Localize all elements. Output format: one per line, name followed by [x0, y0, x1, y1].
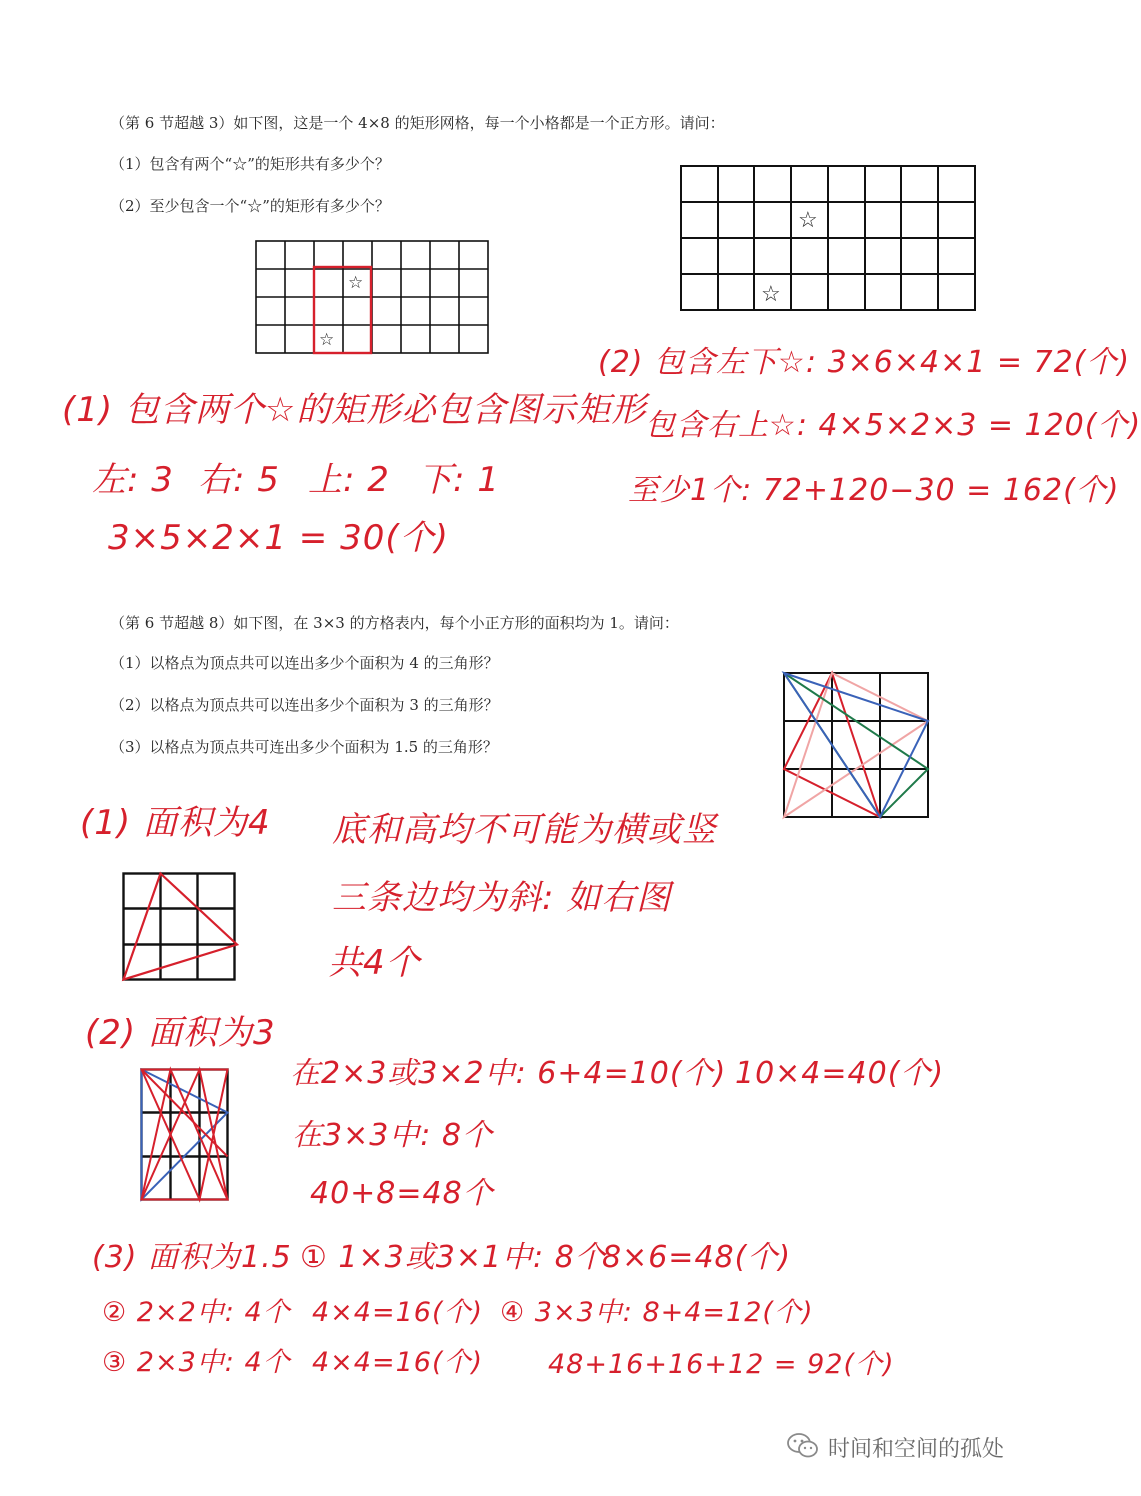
- answer2-line1: (2) 包含左下☆: 3×6×4×1 = 72(个): [598, 345, 1131, 380]
- answer3-a2-line3: 40+8=48个: [310, 1176, 494, 1211]
- problem2-question-3: （3）以格点为顶点共可连出多少个面积为 1.5 的三角形？: [110, 738, 498, 756]
- answer1-calc: 3×5×2×1 = 30(个): [108, 518, 449, 558]
- grid-3x3-colored-triangles: [783, 672, 931, 820]
- big-grid-4x8: [680, 165, 978, 313]
- answer3-a2-line2: 在3×3中: 8个: [292, 1118, 494, 1153]
- problem2-question-2: （2）以格点为顶点共可以连出多少个面积为 3 的三角形？: [110, 696, 499, 714]
- answer3-case1: ① 1×3或3×1中: 8个: [300, 1240, 606, 1275]
- answer3-note3: 共4个: [328, 943, 421, 983]
- answer3-a2-line1: 在2×3或3×2中: 6+4=10(个): [290, 1056, 727, 1091]
- watermark-text: 时间和空间的孤处: [828, 1437, 1005, 1462]
- star-icon: ☆: [798, 208, 818, 233]
- answer2-line2: 包含右上☆: 4×5×2×3 = 120(个): [645, 408, 1141, 443]
- star-icon: ☆: [319, 330, 335, 350]
- answer3-head3: (3) 面积为1.5: [92, 1240, 292, 1275]
- answer3-case1-calc: 8×6=48(个): [602, 1240, 792, 1275]
- answer3-case3-calc: 4×4=16(个): [312, 1347, 484, 1378]
- problem1-question-1: （1）包含有两个“☆”的矩形共有多少个？: [110, 155, 390, 173]
- answer3-head1: (1) 面积为4: [80, 803, 271, 843]
- answer3-note2: 三条边均为斜: 如右图: [332, 878, 672, 918]
- wechat-icon: [786, 1432, 820, 1460]
- answer1-left: 左: 3: [92, 460, 174, 500]
- problem1-title: （第 6 节超越 3）如下图，这是一个 4×8 的矩形网格，每一个小格都是一个正方形。请问：: [110, 114, 725, 132]
- answer3-case2-calc: 4×4=16(个): [312, 1297, 484, 1328]
- grid-3x3-area4-triangle: [122, 872, 238, 982]
- problem2-question-1: （1）以格点为顶点共可以连出多少个面积为 4 的三角形？: [110, 654, 499, 672]
- answer2-line3: 至少1个: 72+120−30 = 162(个): [628, 473, 1120, 508]
- answer1-down: 下: 1: [418, 460, 500, 500]
- answer3-case4: ④ 3×3中: 8+4=12(个): [500, 1297, 814, 1328]
- star-icon: ☆: [348, 273, 364, 293]
- answer3-note1: 底和高均不可能为横或竖: [332, 810, 717, 850]
- answer1-right: 右: 5: [198, 460, 280, 500]
- grid-2x3-area3-triangles: [140, 1068, 232, 1204]
- answer1-line1: (1) 包含两个☆的矩形必包含图示矩形: [62, 390, 647, 430]
- small-grid-4x8: [255, 240, 491, 356]
- answer3-head2: (2) 面积为3: [85, 1013, 276, 1053]
- problem1-question-2: （2）至少包含一个“☆”的矩形有多少个？: [110, 197, 390, 215]
- answer3-total: 48+16+16+12 = 92(个): [548, 1349, 895, 1380]
- answer3-case3: ③ 2×3中: 4个: [102, 1347, 291, 1378]
- star-icon: ☆: [761, 282, 781, 307]
- answer3-case2: ② 2×2中: 4个: [102, 1297, 291, 1328]
- problem2-title: （第 6 节超越 8）如下图，在 3×3 的方格表内，每个小正方形的面积均为 1。请问：: [110, 614, 679, 632]
- answer1-up: 上: 2: [308, 460, 390, 500]
- answer3-a2-line1b: 10×4=40(个): [735, 1056, 945, 1091]
